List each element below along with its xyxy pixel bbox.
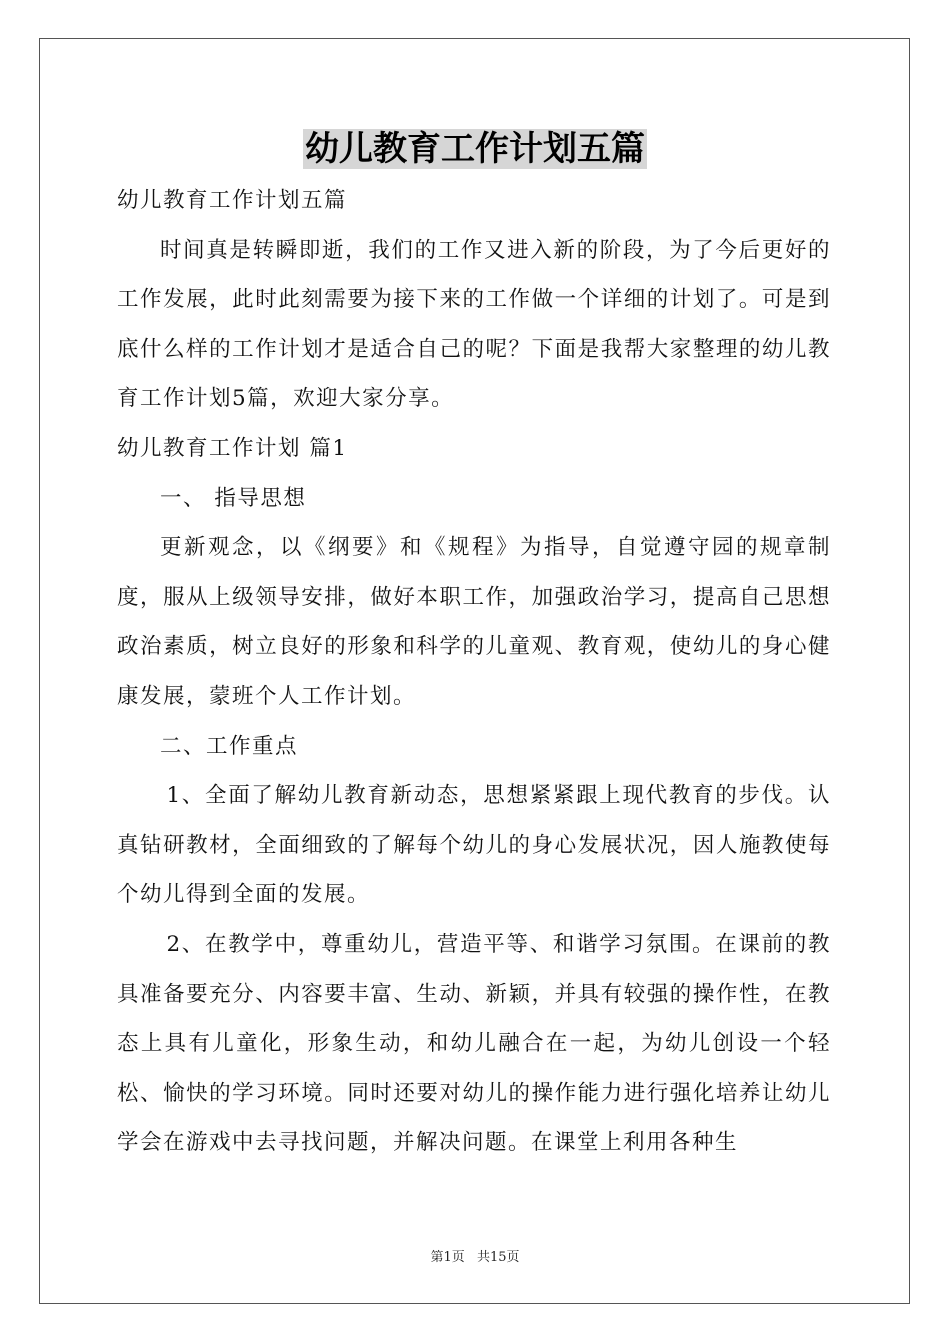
body-subtitle: 幼儿教育工作计划五篇 — [117, 188, 348, 213]
subheading-work-focus: 二、工作重点 — [160, 733, 299, 759]
subheading-guiding-thought: 一、 指导思想 — [160, 485, 307, 511]
guiding-thought-paragraph: 更新观念，以《纲要》和《规程》为指导，自觉遵守园的规章制度，服从上级领导安排，做好本职工作，加强政治学习，提高自己思想政治素质，树立良好的形象和科学的儿童观、教育观，使幼儿的身心健康发展，蒙班个人工作计划。 — [117, 535, 831, 709]
document-title-text: 幼儿教育工作计划五篇 — [305, 129, 645, 169]
intro-paragraph: 时间真是转瞬即逝，我们的工作又进入新的阶段，为了今后更好的工作发展，此时此刻需要为接下来的工作做一个详细的计划了。可是到底什么样的工作计划才是适合自己的呢？下面是我帮大家整理的幼儿教育工作计划5篇，欢迎大家分享。 — [117, 237, 831, 412]
document-body — [117, 176, 831, 1168]
page-total: 共15页 — [476, 1250, 520, 1265]
section-heading: 幼儿教育工作计划 篇1 — [117, 435, 348, 461]
page-footer — [0, 1246, 950, 1265]
page-number: 第1页 — [430, 1250, 465, 1265]
work-focus-item-1: 1、全面了解幼儿教育新动态，思想紧紧跟上现代教育的步伐。认真钻研教材，全面细致的了解每个幼儿的身心发展状况，因人施教使每个幼儿得到全面的发展。 — [117, 783, 831, 908]
work-focus-item-2: 2、在教学中，尊重幼儿，营造平等、和谐学习氛围。在课前的教具准备要充分、内容要丰富、生动、新颖，并具有较强的操作性，在教态上具有儿童化，形象生动，和幼儿融合在一起，为幼儿创设一个轻松、愉快的学习环境。同时还要对幼儿的操作能力进行强化培养让幼儿学会在游戏中去寻找问题，并解决问题。在课堂上利用各种生 — [117, 931, 831, 1156]
document-title — [0, 126, 950, 172]
